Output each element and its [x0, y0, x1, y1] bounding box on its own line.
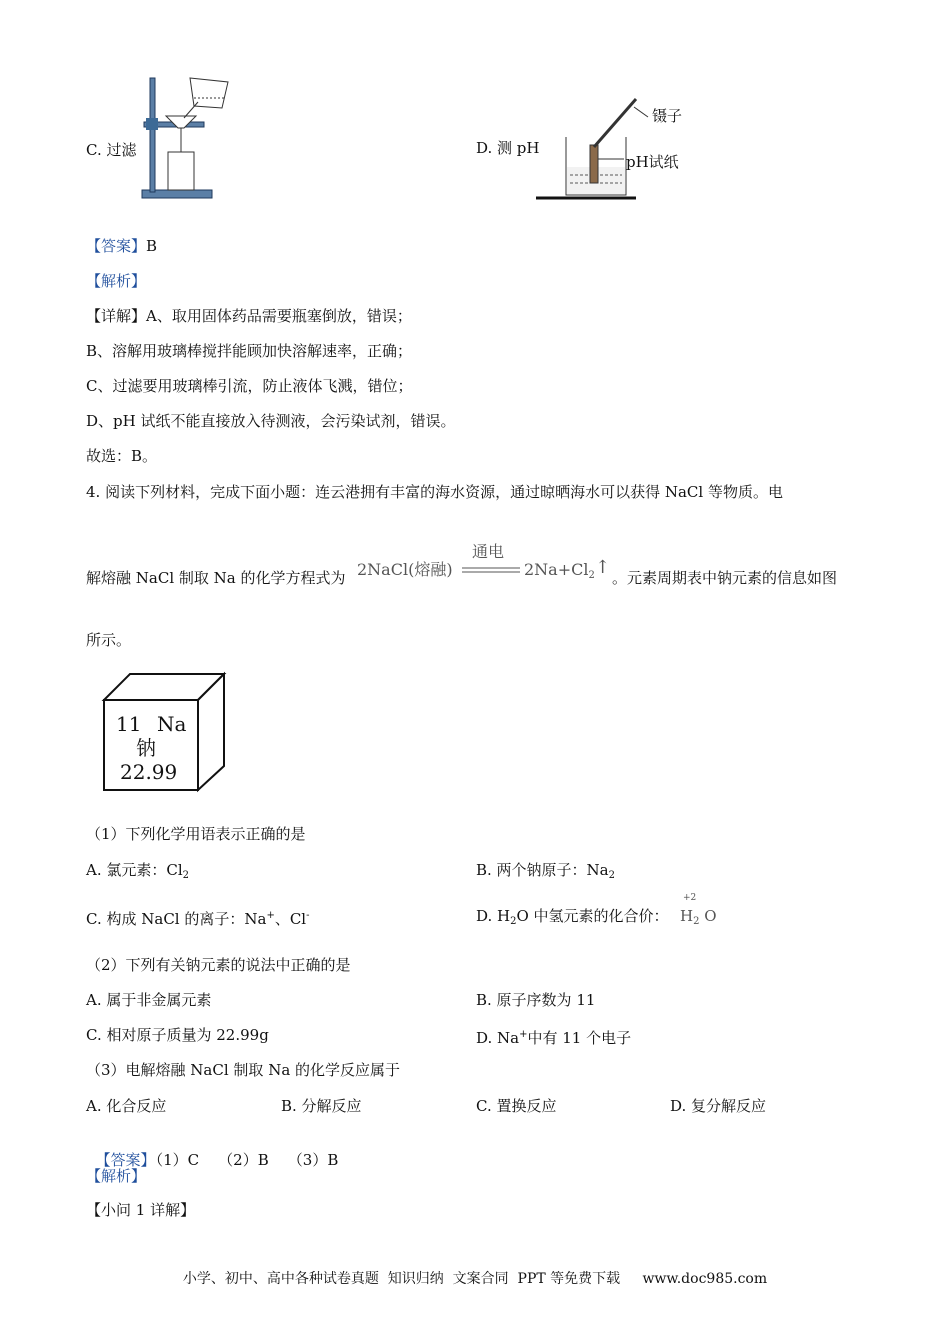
q4-analysis-tag: 【解析】 [86, 1167, 147, 1185]
sub3-option-b: B. 分解反应 [281, 1097, 362, 1115]
option-d-label: D. 测 pH [476, 139, 540, 157]
sub2-option-b: B. 原子序数为 11 [476, 991, 596, 1009]
sub3-option-d: D. 复分解反应 [670, 1097, 767, 1115]
valence-label: +2 [683, 893, 697, 903]
sub-detail-tag: 【小问 1 详解】 [86, 1201, 196, 1219]
option-c-label: C. 过滤 [86, 141, 137, 159]
answer-tag: 【答案】 [95, 1151, 156, 1169]
sub3-stem: （3）电解熔融 NaCl 制取 Na 的化学反应属于 [86, 1061, 401, 1079]
equation-left: 2NaCl(熔融) [357, 560, 453, 579]
sub1-stem: （1）下列化学用语表示正确的是 [86, 825, 306, 843]
water-formula: $H_2$ O [680, 907, 717, 927]
q4-intro-line-3: 所示。 [86, 631, 132, 649]
detail-text: A、取用固体药品需要瓶塞倒放，错误； [146, 307, 412, 325]
tweezers-label: 镊子 [652, 107, 683, 125]
sub2-stem: （2）下列有关钠元素的说法中正确的是 [86, 956, 351, 974]
equation-condition: 通电 [472, 542, 505, 561]
equation-right: $2Na+Cl_2$ [524, 560, 595, 581]
q3-detail-line-3: C、过滤要用玻璃棒引流，防止液体飞溅，错位； [86, 377, 413, 395]
answer-tag: 【答案】 [86, 237, 147, 255]
equation-equals-sign [462, 567, 522, 573]
q3-detail-line-1 [86, 306, 412, 326]
sub3-option-c: C. 置换反应 [476, 1097, 557, 1115]
q4-intro-line-2-pre: 解熔融 NaCl 制取 Na 的化学方程式为 [86, 569, 346, 587]
atomic-number: 11 [116, 712, 142, 736]
q4-intro-line-2-post: 。元素周期表中钠元素的信息如图 [612, 569, 838, 587]
element-symbol: Na [157, 712, 187, 736]
page-footer: 小学、初中、高中各种试卷真题 知识归纳 文案合同 PPT 等免费下载 www.doc985.com [182, 1271, 768, 1287]
filtration-apparatus-figure [138, 72, 238, 202]
q3-detail-line-4: D、pH 试纸不能直接放入待测液，会污染试剂，错误。 [86, 412, 456, 430]
q4-intro-line-1: 4. 阅读下列材料，完成下面小题：连云港拥有丰富的海水资源，通过晾晒海水可以获得 NaCl 等物质。电 [86, 483, 783, 501]
sub3-option-a: A. 化合反应 [86, 1097, 167, 1115]
atomic-mass: 22.99 [120, 760, 178, 784]
sub1-option-b: B. 两个钠原子：$Na_2$ [476, 861, 616, 881]
sub2-option-d: D. Na+中有 11 个电子 [476, 1029, 632, 1047]
q4-answer [86, 1130, 338, 1170]
ph-paper-label: pH试纸 [626, 153, 679, 171]
sub1-option-d: D. $H_2O$ 中氢元素的化合价： [476, 907, 669, 927]
q3-conclusion: 故选：B。 [86, 447, 158, 465]
answer-value: B [146, 237, 158, 255]
ph-test-figure [536, 95, 716, 205]
sub2-option-a: A. 属于非金属元素 [86, 991, 212, 1009]
detail-tag: 【详解】 [86, 307, 147, 325]
answer-value: （1）C （2）B （3）B [155, 1151, 339, 1169]
sub1-option-c: C. 构成 NaCl 的离子：Na+、Cl- [86, 910, 310, 928]
q3-answer [86, 236, 157, 256]
sub2-option-c: C. 相对原子质量为 22.99g [86, 1026, 269, 1044]
element-name: 钠 [136, 736, 156, 760]
gas-arrow: ↑ [595, 557, 611, 578]
sub1-option-a: A. 氯元素：$Cl_2$ [86, 861, 190, 881]
q3-detail-line-2: B、溶解用玻璃棒搅拌能顾加快溶解速率，正确； [86, 342, 413, 360]
analysis-tag: 【解析】 [86, 272, 147, 290]
